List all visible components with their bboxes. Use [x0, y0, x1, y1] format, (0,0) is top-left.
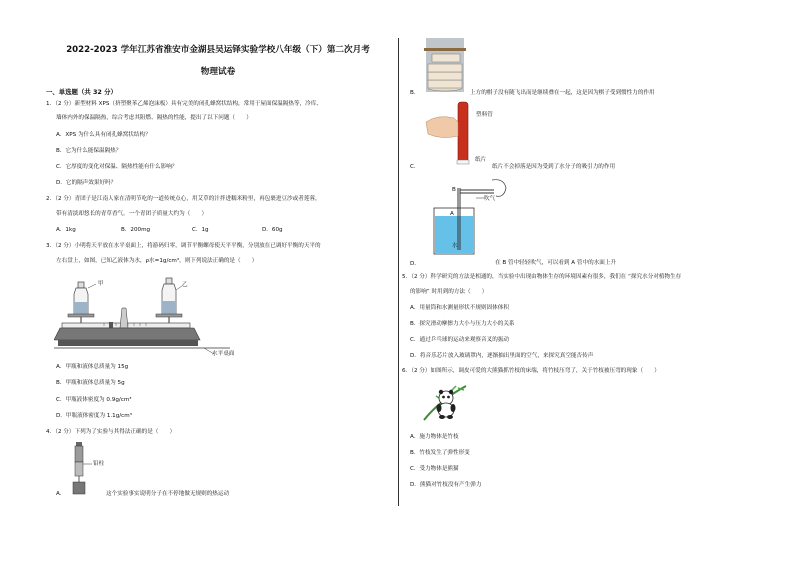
q3-label-yi: 乙 — [182, 282, 188, 288]
q4-option-a-text: 这个实验事实说明分子在不停地做无规则的热运动 — [106, 491, 230, 497]
q3-option-b: B．甲瓶和液体总质量为 5g — [56, 380, 125, 386]
q3-stem-line2: 左右盘上，如图，已知乙液体为水，ρ水=1g/cm³，则下列说法正确的是（ ） — [56, 258, 258, 264]
q4-label-a: A — [450, 211, 454, 217]
q5-stem-line2: 的影响” 时用到的方法（ ） — [410, 289, 488, 295]
q4-label-chuiqi: 吹气 — [484, 196, 496, 202]
q2-option-a: A．1kg — [56, 227, 76, 233]
section-heading: 一、单选题（共 32 分） — [46, 88, 117, 96]
q6-option-b: B．竹枝发生了弹性形变 — [410, 450, 470, 456]
q1-option-b: B．它为什么能保温隔热？ — [56, 148, 122, 154]
q4-option-b-letter: B． — [410, 90, 420, 96]
panda-bamboo-figure — [420, 378, 470, 424]
q3-label-jia: 甲 — [98, 281, 104, 287]
paper-title: 2022-2023 学年江苏省淮安市金湖县吴运铎实验学校八年级（下）第二次月考 — [66, 45, 370, 55]
q2-option-b: B．200mg — [121, 227, 151, 233]
q5-option-d: D．将音乐芯片放入玻璃罩内，逐渐抽出里面的空气，来探究真空能否传声 — [410, 353, 594, 359]
q6-option-a: A．施力物体是竹枝 — [410, 434, 459, 440]
q6-option-d: D．熊猫对竹枝没有产生弹力 — [410, 482, 482, 488]
q5-option-b: B．探究滑动摩擦力大小与压力大小的关系 — [410, 321, 515, 327]
q4-option-a-letter: A． — [56, 491, 66, 497]
q2-option-c: C．1g — [192, 227, 209, 233]
q4-label-zhipian: 纸片 — [475, 157, 487, 163]
q4-option-b-text: 上方的棋子没有随飞出而是继续叠在一起，这是因为棋子受到惯性力的作用 — [470, 90, 655, 96]
q4-option-c-letter: C． — [410, 164, 420, 170]
q1-stem-line2: 墙体内外的保温隔热，综合考虑其阻燃、隔热的性能，提出了以下问题（ ） — [56, 115, 252, 121]
q5-option-a: A．用量筒和水测量形状不规则固体体积 — [410, 305, 509, 311]
bottle-yi-icon — [162, 278, 176, 314]
q6-stem: 6．（2 分）如图所示，调皮可爱的大熊猫抓竹枝的床端，将竹枝压弯了，关于竹枝被压弯的现象（ ） — [402, 368, 660, 374]
balance-figure — [54, 268, 234, 364]
q2-stem-line1: 2．（2 分）青团子是江南人家在清明节吃的一道传统点心，用艾草的汁拌进糯米粉里，再包裹进豆沙或者莲蓉， — [46, 196, 321, 202]
column-divider — [398, 38, 399, 506]
q4-label-suliaoguan: 塑料管 — [476, 112, 493, 118]
q4-stem: 4．（2 分）下列为了实验与其得法正确的是（ ） — [46, 429, 176, 435]
q2-option-d: D．60g — [262, 227, 283, 233]
lead-cylinders-figure — [64, 442, 104, 498]
q4-option-d-text: 在 B 管中轻轻吹气，可以看到 A 管中的水面上升 — [495, 260, 617, 266]
q3-option-c: C．甲瓶液体密度为 0.9g/cm³ — [56, 397, 132, 403]
paper-subtitle: 物理试卷 — [200, 67, 236, 77]
chess-pieces-figure — [422, 36, 468, 94]
q6-option-c: C．受力物体是熊猫 — [410, 466, 459, 472]
q1-option-a: A．XPS 为什么具有闭孔蜂窝状结构？ — [56, 132, 151, 138]
q5-option-c: C．通过乒乓球的运动来观察音叉的振动 — [410, 337, 510, 343]
q4-label-qiantiao: 铅柱 — [93, 461, 105, 467]
q4-label-shui: 水 — [452, 243, 458, 249]
q1-option-c: C．它厚度的变化对保温、隔热性能有什么影响？ — [56, 164, 178, 170]
q3-option-d: D．甲瓶液体密度为 1.1g/cm³ — [56, 413, 132, 419]
q2-stem-line2: 带有清淡却悠长的青草香气。一个青团子质量大约为（ ） — [56, 211, 208, 217]
q4-option-c-text: 纸片不会掉落是因为受到了水分子的吸引力的作用 — [492, 164, 616, 170]
q5-stem-line1: 5．（2 分）科学研究的方法是相通的，当实验中出现由物体生存的环境因素有很多，我们在 “探究水分对植物生存 — [402, 274, 682, 280]
blow-tube-figure — [430, 178, 510, 258]
q3-stem-line1: 3．（2 分）小明将天平放在水平桌面上，将游码归零，调节平衡螺母使天平平衡，分别放在已调好平衡的天平的 — [46, 243, 321, 249]
bottle-jia-icon — [74, 282, 88, 314]
q1-option-d: D．它的隔声效果好吗？ — [56, 180, 117, 186]
plastic-tube-figure — [424, 100, 474, 166]
q4-label-b: B — [452, 187, 456, 193]
q3-option-a: A．甲瓶和液体总质量为 15g — [56, 364, 129, 370]
q4-option-d-letter: D． — [410, 261, 420, 267]
q1-stem-line1: 1．（2 分）新型材料 XPS（挤塑聚苯乙烯泡沫板）具有完美的闭孔蜂窝状结构，常用于屋面保温隔热等，冷库、 — [46, 101, 322, 107]
q3-label-table: 水平桌面 — [212, 351, 235, 357]
